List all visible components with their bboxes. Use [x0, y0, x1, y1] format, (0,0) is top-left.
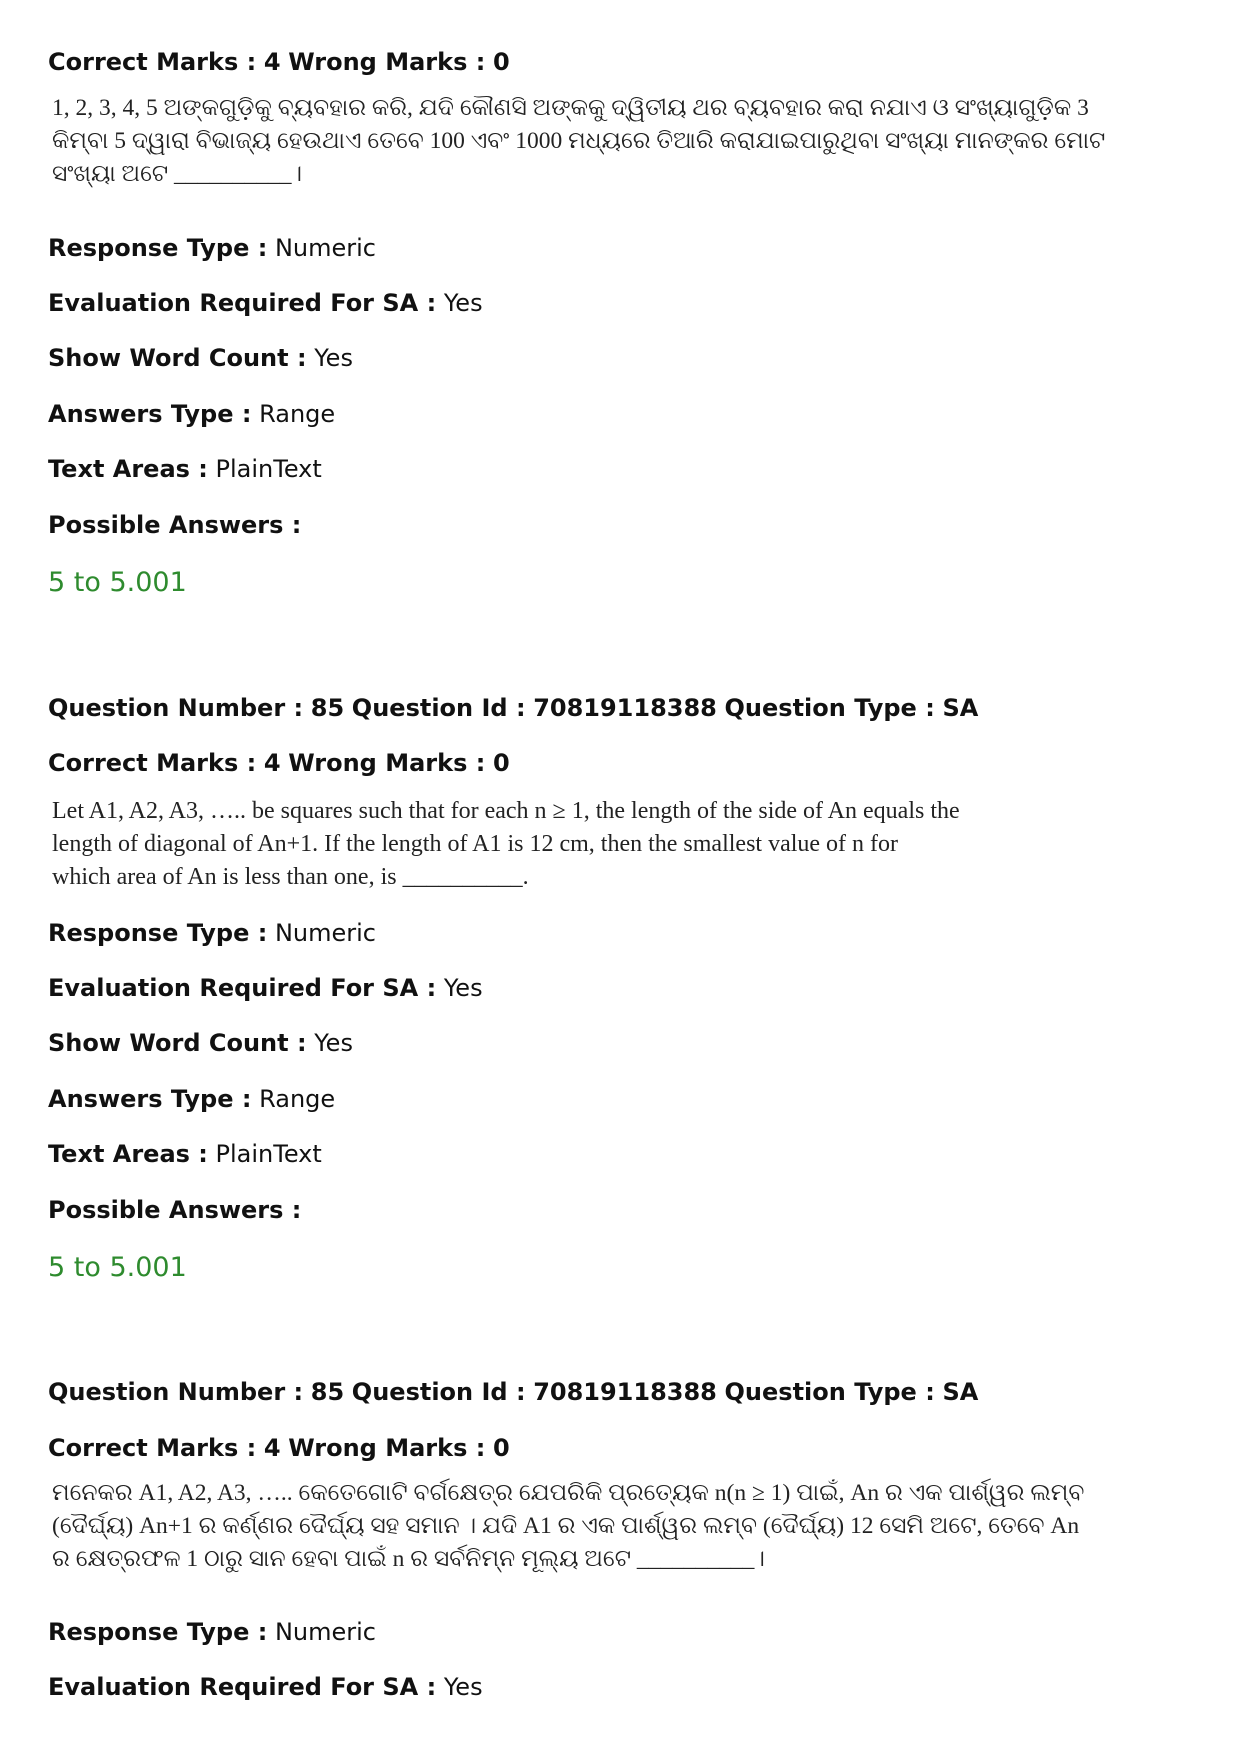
question-text: 1, 2, 3, 4, 5 ଅଙ୍କଗୁଡ଼ିକୁ ବ୍ୟବହାର କରି, ଯଦି କୌଣସି ଅଙ୍କକୁ ଦ୍ୱିତୀୟ ଥର ବ୍ୟବହାର କରା ନଯାଏ ଓ ସଂଖ୍ୟାଗୁଡ଼ିକ 3 କିମ୍ବା 5 ଦ୍ୱାରା ବିଭାଜ୍ୟ ହେଉଥାଏ ତେବେ 100 ଏବଂ 1000 ମଧ୍ୟରେ ତିଆରି କରାଯାଇପାରୁଥିବା ସଂଖ୍ୟା ମାନଙ୍କର ମୋଟ ସଂଖ୍ୟା ଅଟେ __________।: [52, 95, 1106, 187]
field-text-areas: Text Areas : PlainText: [48, 1140, 322, 1168]
field-answers-type: Answers Type : Range: [48, 400, 336, 428]
field-show-word-count: Show Word Count : Yes: [48, 344, 353, 372]
marks-line: Correct Marks : 4 Wrong Marks : 0: [48, 749, 510, 777]
possible-answer: 5 to 5.001: [48, 1252, 187, 1283]
field-evaluation-required: Evaluation Required For SA : Yes: [48, 974, 483, 1002]
field-show-word-count: Show Word Count : Yes: [48, 1029, 353, 1057]
field-possible-answers: Possible Answers :: [48, 1196, 302, 1224]
field-response-type: Response Type : Numeric: [48, 1618, 376, 1646]
field-evaluation-required: Evaluation Required For SA : Yes: [48, 1673, 483, 1701]
marks-line: Correct Marks : 4 Wrong Marks : 0: [48, 48, 510, 76]
field-response-type: Response Type : Numeric: [48, 234, 376, 262]
possible-answer: 5 to 5.001: [48, 567, 187, 598]
field-answers-type: Answers Type : Range: [48, 1085, 336, 1113]
question-header: Question Number : 85 Question Id : 70819118388 Question Type : SA: [48, 694, 979, 722]
field-text-areas: Text Areas : PlainText: [48, 455, 322, 483]
field-possible-answers: Possible Answers :: [48, 511, 302, 539]
field-evaluation-required: Evaluation Required For SA : Yes: [48, 289, 483, 317]
field-response-type: Response Type : Numeric: [48, 919, 376, 947]
marks-line: Correct Marks : 4 Wrong Marks : 0: [48, 1434, 510, 1462]
question-text: ମନେକର A1, A2, A3, ….. କେତେଗୋଟି ବର୍ଗକ୍ଷେତ୍ର ଯେପରିକି ପ୍ରତ୍ୟେକ n(n ≥ 1) ପାଇଁ, An ର ଏକ ପାର୍ଶ୍ୱର ଲମ୍ବ (ଦୈର୍ଘ୍ୟ) An+1 ର କର୍ଣ୍ଣର ଦୈର୍ଘ୍ୟ ସହ ସମାନ । ଯଦି A1 ର ଏକ ପାର୍ଶ୍ୱର ଲମ୍ବ (ଦୈର୍ଘ୍ୟ) 12 ସେମି ଅଟେ, ତେବେ An ର କ୍ଷେତ୍ରଫଳ 1 ଠାରୁ ସାନ ହେବା ପାଇଁ n ର ସର୍ବନିମ୍ନ ମୂଲ୍ୟ ଅଟେ __________।: [52, 1480, 1085, 1572]
question-header: Question Number : 85 Question Id : 70819118388 Question Type : SA: [48, 1378, 979, 1406]
question-text: Let A1, A2, A3, ….. be squares such that for each n ≥ 1, the length of the side of An equals the length of diagonal of An+1. If the length of A1 is 12 cm, then the smallest value of n for which area of An is less than one, is __________.: [52, 798, 960, 890]
